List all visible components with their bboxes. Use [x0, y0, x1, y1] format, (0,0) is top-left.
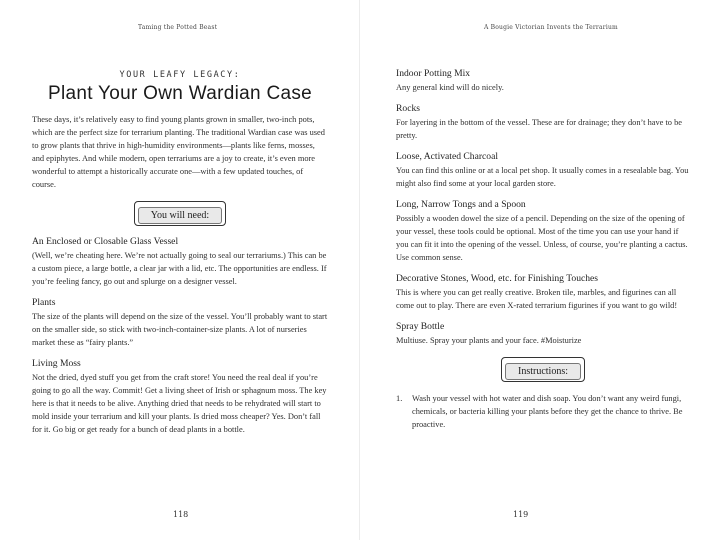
supply-text: For layering in the bottom of the vessel. These are for drainage; they don’t have to be pretty. — [396, 118, 682, 140]
supply-heading: An Enclosed or Closable Glass Vessel — [32, 236, 179, 247]
supply-text: Not the dried, dyed stuff you get from the craft store! You need the real deal if you’re going to go all the way. Commit! Get a living sheet of Irish or sphagnum moss. The key here is that it needs to be alive. Anything dried that needs to be rehydrated will start to mold inside your terrarium and kill your plants. Is dried moss cheaper? Yes. Don’t fall for it. Go big or get ready for a bunch of dead plants in a bottle. — [32, 373, 327, 434]
banner-label: Instructions: — [505, 363, 581, 380]
supply-item — [396, 103, 690, 142]
banner-label: You will need: — [138, 207, 222, 224]
running-head-left: Taming the Potted Beast — [138, 24, 218, 31]
supply-item — [396, 273, 690, 312]
supply-text: (Well, we’re cheating here. We’re not actually going to seal our terrariums.) This can be a custom piece, a large bottle, a clear jar with a lid, etc. The opportunities are endless. If you’re feeling fancy, go out and splurge on a designer vessel. — [32, 251, 327, 286]
supply-item — [32, 358, 328, 436]
page-number-left: 118 — [173, 510, 189, 519]
supplies-banner — [32, 201, 328, 226]
supply-item — [32, 297, 328, 349]
supply-text: This is where you can get really creative. Broken tile, marbles, and figurines can all come out to play. There are even X-rated terrarium figurines if you want to go wild! — [396, 288, 678, 310]
banner-frame — [501, 357, 585, 382]
banner-frame — [134, 201, 226, 226]
intro-paragraph: These days, it’s relatively easy to find young plants grown in smaller, two-inch pots, which are the perfect size for terrarium planting. The traditional Wardian case was used to grow plants that thrive in high-humidity environments—plants like ferns, mosses, and epiphytes. And while modern, open terrariums are a joy to create, it’s even more wonderful to attempt a historically accurate one—with a few updated touches, of course. — [32, 115, 325, 189]
chapter-title: Plant Your Own Wardian Case — [47, 83, 313, 104]
supply-heading: Long, Narrow Tongs and a Spoon — [396, 199, 526, 210]
supply-text: Multiuse. Spray your plants and your face. #Moisturize — [396, 336, 582, 345]
supply-item — [396, 151, 690, 190]
right-page-content — [396, 68, 690, 431]
supply-item — [396, 199, 690, 264]
section-kicker: YOUR LEAFY LEGACY: — [119, 70, 241, 80]
supply-heading: Spray Bottle — [396, 321, 445, 332]
right-page — [360, 0, 720, 540]
left-page-content — [32, 68, 328, 445]
supply-item — [32, 236, 328, 288]
supply-heading: Loose, Activated Charcoal — [396, 151, 499, 162]
supply-heading: Indoor Potting Mix — [396, 68, 471, 79]
supply-item — [396, 321, 690, 347]
running-head-right: A Bougie Victorian Invents the Terrarium — [484, 24, 618, 31]
instructions-banner — [396, 357, 690, 382]
supply-text: Possibly a wooden dowel the size of a pencil. Depending on the size of the opening of your vessel, these tools could be optional. Most of the time you can use your hand if you can fit it into the opening of the vessel. Unless, of course, you’re planting a cactus. Use common sense. — [396, 214, 688, 262]
page-number-right: 119 — [513, 510, 529, 519]
supply-item — [396, 68, 690, 94]
step-number: 1. — [396, 394, 403, 403]
supply-heading: Rocks — [396, 103, 420, 114]
supply-text: You can find this online or at a local pet shop. It usually comes in a resealable bag. You might also find some at your local garden store. — [396, 166, 689, 188]
step-text: Wash your vessel with hot water and dish soap. You don’t want any weird fungi, chemicals, or bacteria killing your plants before they get the chance to thrive. Be proactive. — [412, 394, 683, 429]
instruction-step — [396, 392, 690, 431]
supply-heading: Living Moss — [32, 358, 81, 369]
supply-text: Any general kind will do nicely. — [396, 83, 504, 92]
supply-heading: Decorative Stones, Wood, etc. for Finishing Touches — [396, 273, 599, 284]
supply-heading: Plants — [32, 297, 56, 308]
supply-text: The size of the plants will depend on the size of the vessel. You’ll probably want to start on the smaller side, so stick with two-inch-container-size plants. A lot of nurseries market these as “fairy plants.” — [32, 312, 328, 347]
